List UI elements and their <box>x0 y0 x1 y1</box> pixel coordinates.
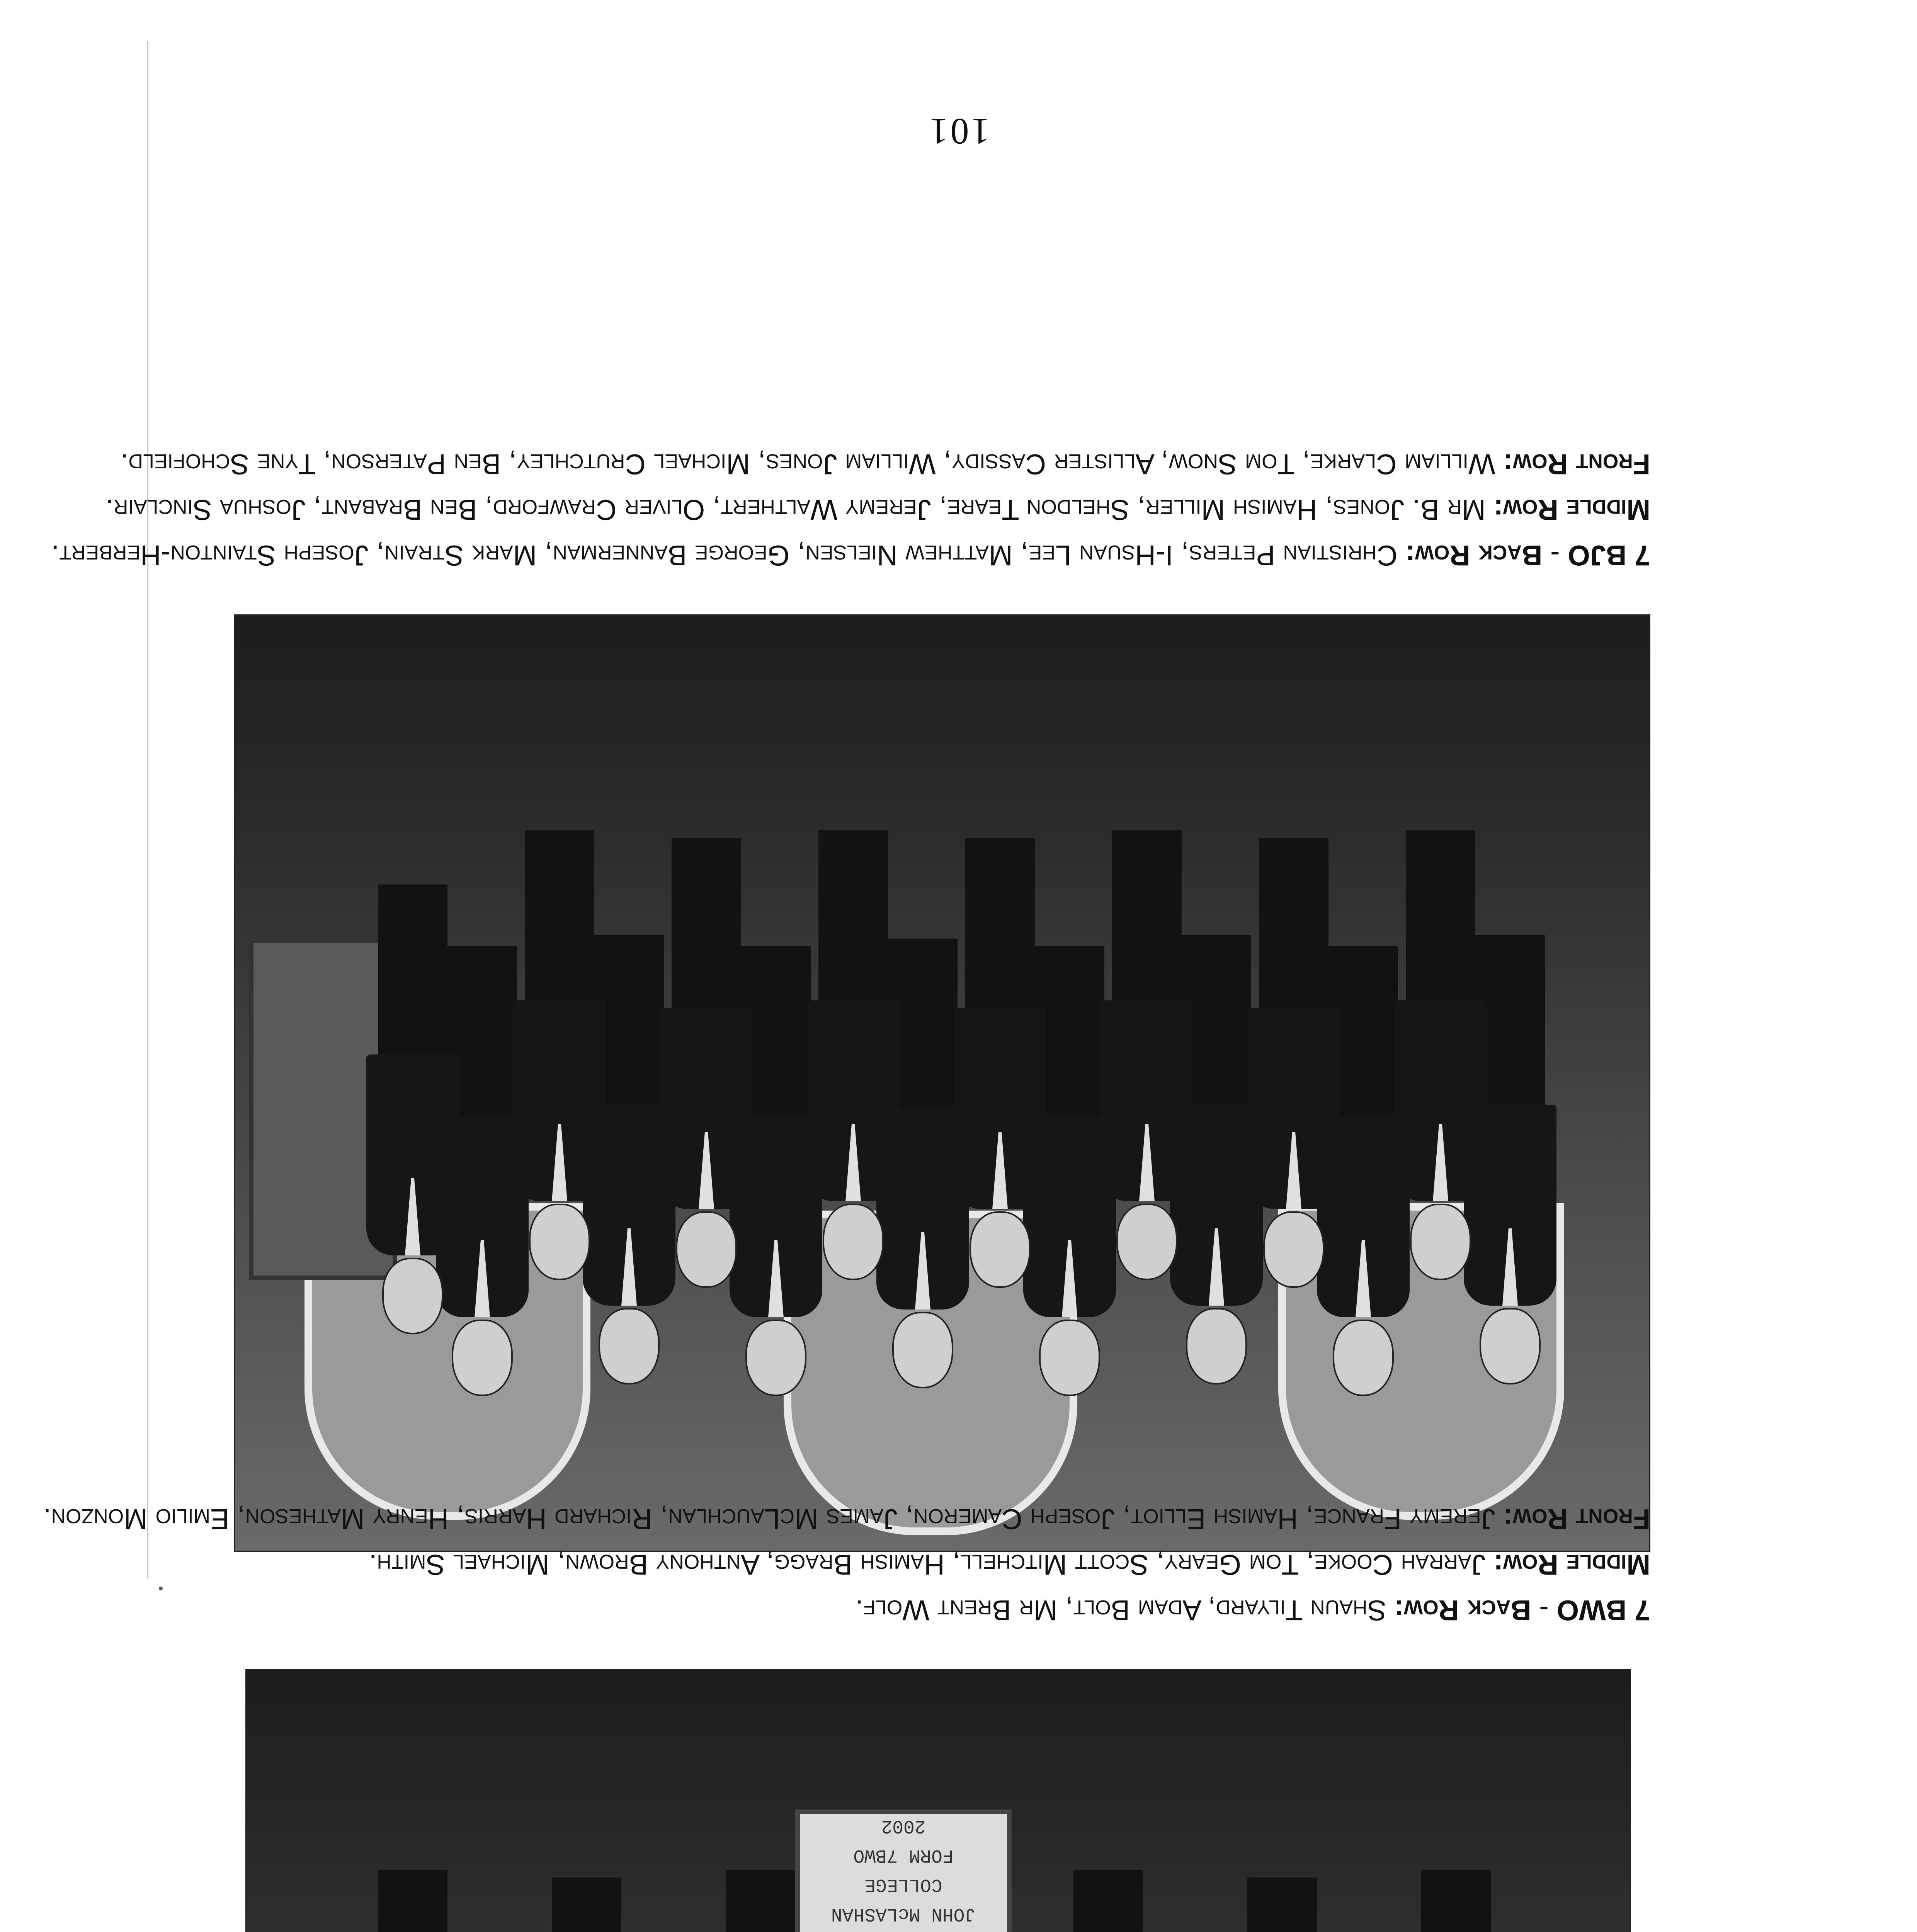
class-code: 7 BJO <box>1568 539 1650 571</box>
caption-line-back <box>27 1587 1650 1633</box>
student-figure <box>1394 830 1487 1280</box>
class-photo-7bwo <box>245 1669 1631 1932</box>
student-figure <box>366 1870 459 1932</box>
student-figure <box>1062 1870 1155 1932</box>
row-label-middle: Middle Row <box>1503 1549 1650 1581</box>
student-figure <box>513 830 606 1280</box>
separator: - <box>1542 539 1560 571</box>
page-number: 101 <box>927 111 990 152</box>
caption-7bjo <box>27 441 1650 578</box>
row-label-back: Back Row <box>1415 539 1543 571</box>
class-code: 7 BWO <box>1556 1594 1650 1626</box>
binding-shadow-line <box>147 41 148 1579</box>
row-label-back: Back Row <box>1404 1594 1531 1626</box>
middle-row-names: Jarrah Cooke, Tom Geary, Scott Mitchell, Hamish Bragg, Anthony Brown, Michael Smith. <box>369 1549 1486 1581</box>
student-figure <box>954 838 1046 1288</box>
student-figure <box>540 1878 633 1932</box>
plaque-line: COLLEGE <box>864 1874 942 1895</box>
row-label-middle: Middle Row <box>1503 494 1650 526</box>
class-photo-7bjo <box>234 614 1650 1552</box>
plaque-line: 2002 <box>881 1815 926 1836</box>
label-colon: : <box>1493 1549 1503 1581</box>
plaque-line: JOHN McLASHAN <box>831 1903 976 1924</box>
separator: - <box>1531 1594 1549 1626</box>
label-colon: : <box>1503 1503 1513 1535</box>
label-colon: : <box>1394 1594 1404 1626</box>
back-row-names: Christian Peters, I-Hsuan Lee, Matthew Nielsen, George Bannerman, Mark Strain, Joseph Stainton-Herbert. <box>51 539 1398 571</box>
row-label-front: Front Row <box>1512 448 1650 480</box>
student-figure <box>714 1870 807 1932</box>
student-figure <box>1236 1878 1328 1932</box>
student-figure <box>660 838 753 1288</box>
caption-line-front <box>27 1496 1650 1542</box>
student-figure <box>1247 838 1340 1288</box>
caption-7bwo <box>27 1496 1650 1633</box>
middle-row-names: Mr B. Jones, Hamish Miller, Sheldon Teare, Jeremy Walthert, Oliver Crawford, Ben Brabant, Joshua Sinclair. <box>105 494 1486 526</box>
teacher-figure <box>366 884 459 1334</box>
form-plaque <box>795 1810 1012 1932</box>
student-figure <box>807 830 900 1280</box>
front-row-names: Jeremy France, Hamish Elliot, Joseph Cameron, James McLauchlan, Richard Harris, Henry Matheson, Emilio Monzon. <box>43 1503 1495 1535</box>
student-figure <box>1410 1870 1502 1932</box>
caption-line-middle <box>27 1542 1650 1587</box>
label-colon: : <box>1405 539 1415 571</box>
row-label-front: Front Row <box>1512 1503 1650 1535</box>
label-colon: : <box>1503 448 1513 480</box>
front-row-names: William Clarke, Tom Snow, Allister Cassidy, William Jones, Michael Crutchley, Ben Paterson, Tyne Schofield. <box>120 448 1495 480</box>
back-row-names: Shaun Tilyard, Adam Bolt, Mr Brent Wolf. <box>855 1594 1386 1626</box>
plaque-line: FORM 7BWO <box>853 1845 954 1866</box>
label-colon: : <box>1493 494 1503 526</box>
student-figure <box>1101 830 1193 1280</box>
